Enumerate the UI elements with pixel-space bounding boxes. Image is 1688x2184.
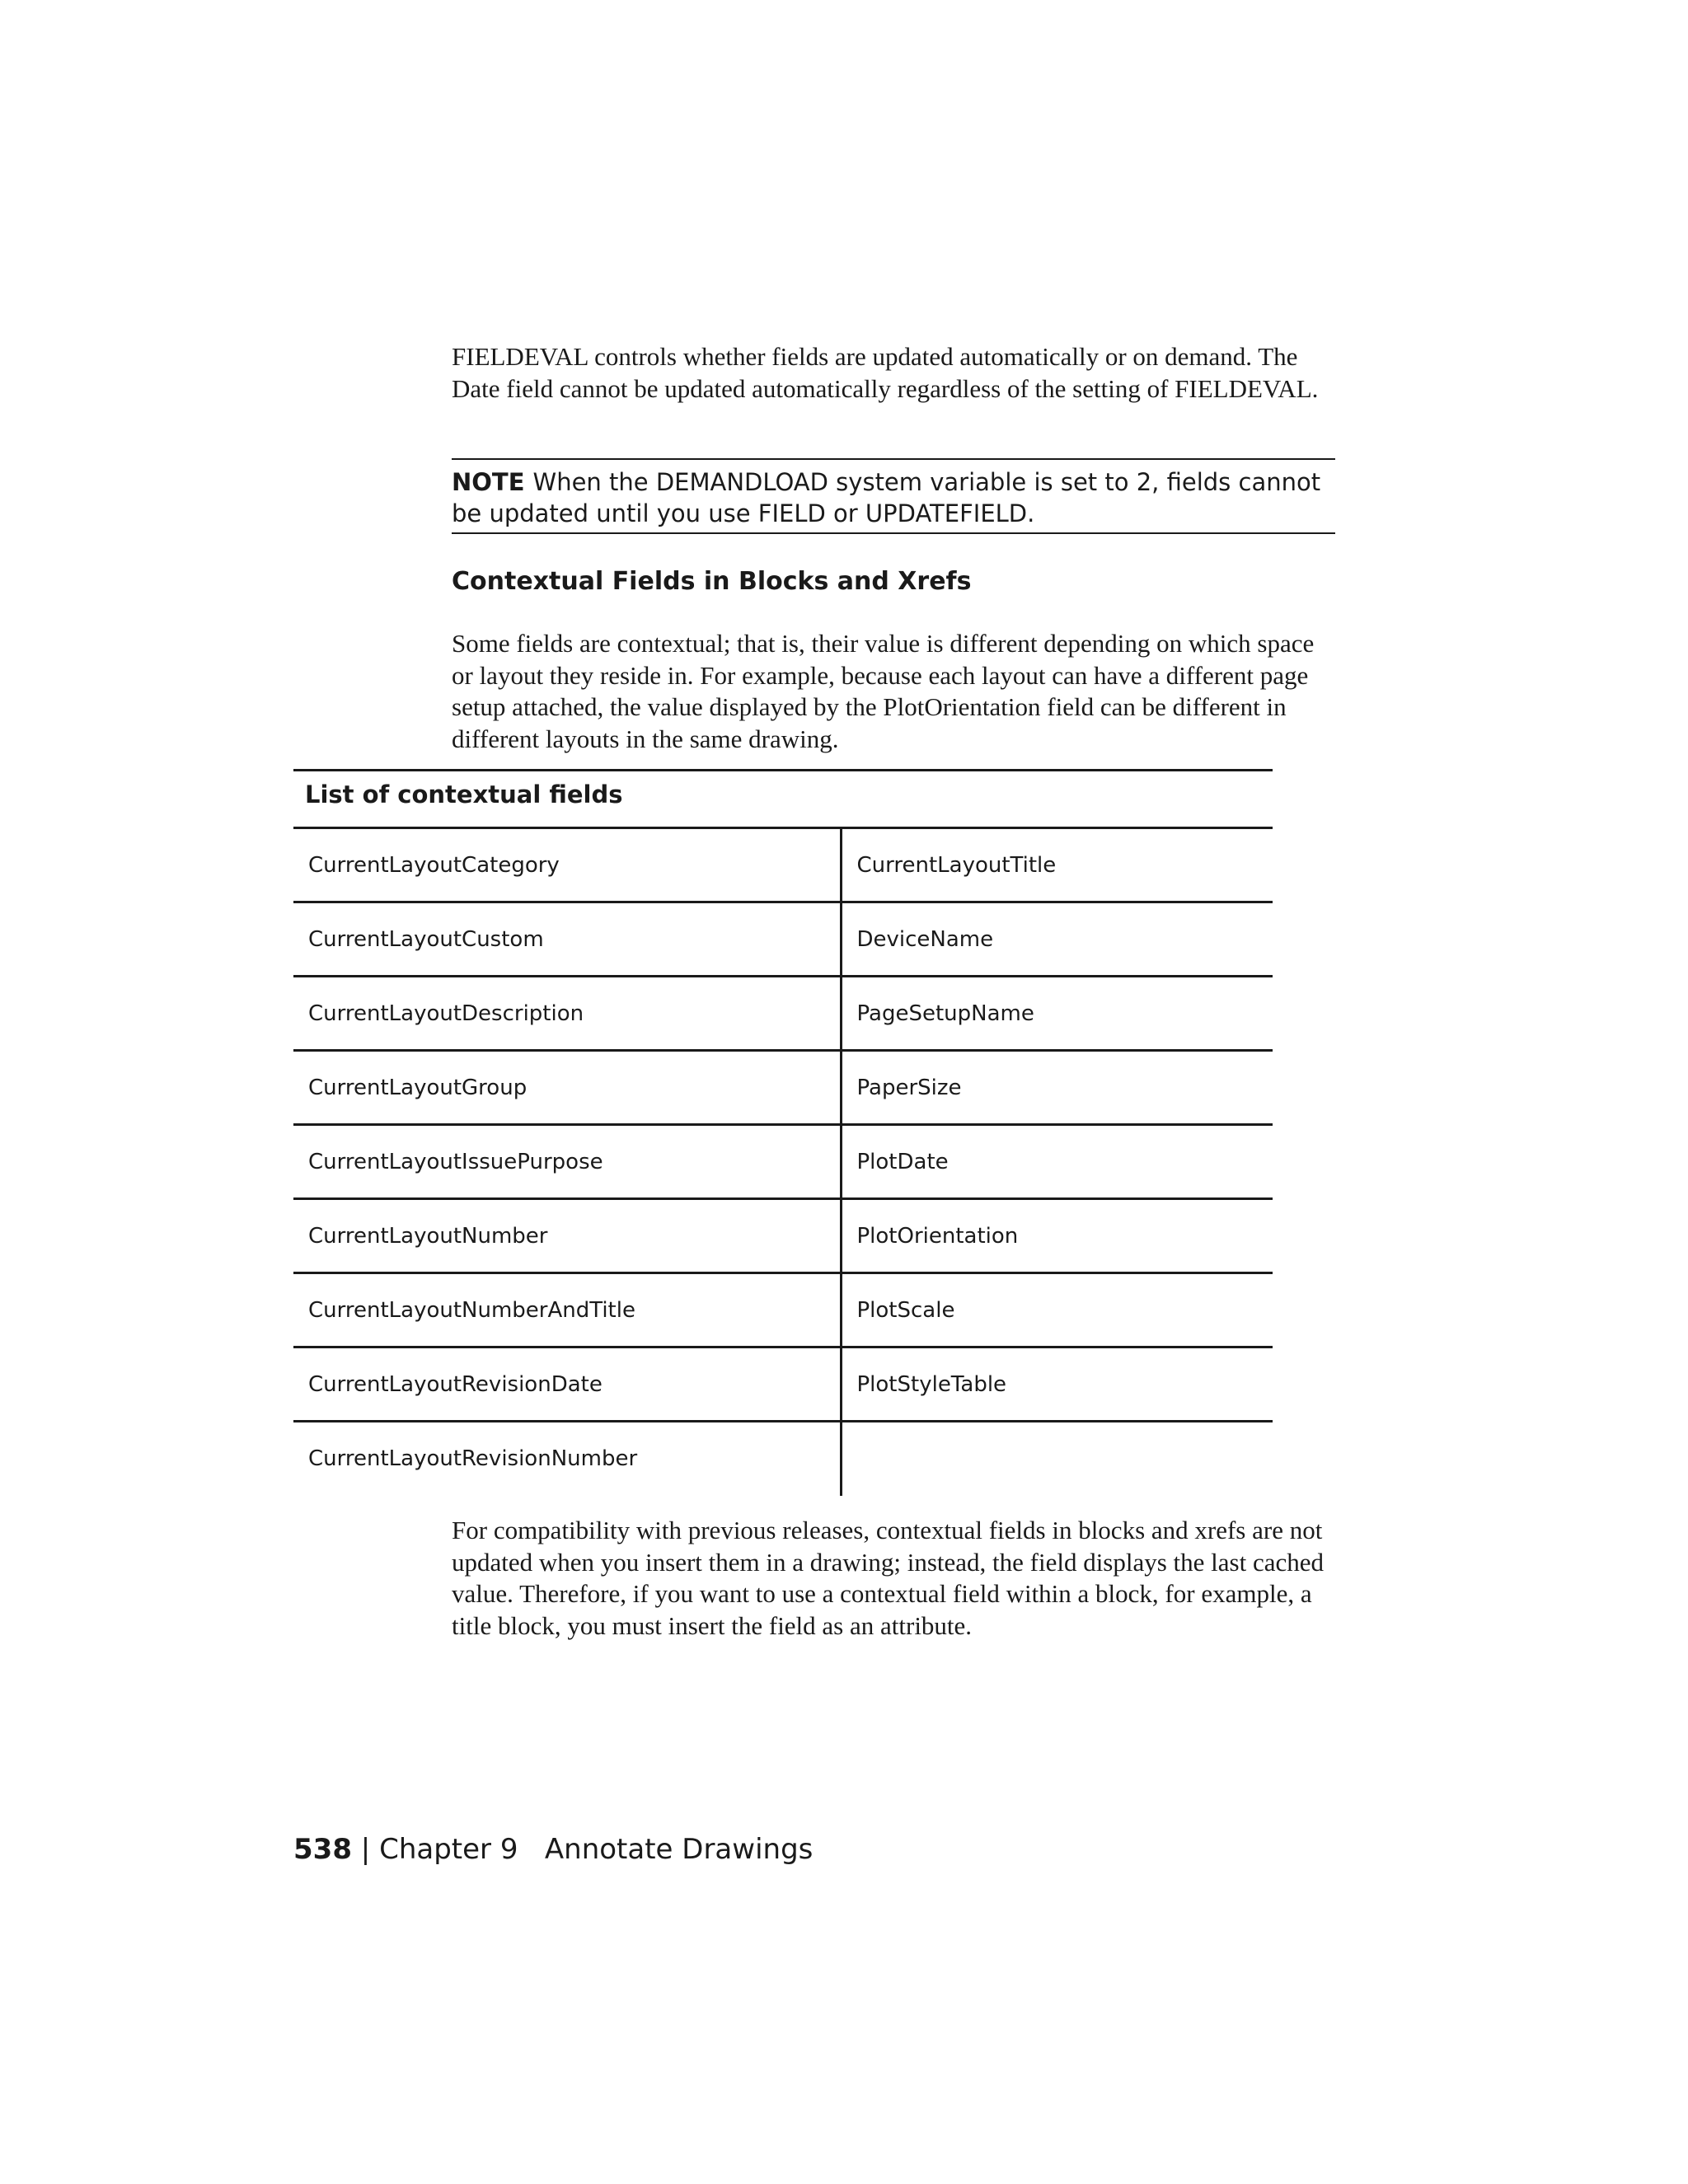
table-cell: CurrentLayoutCategory — [293, 828, 841, 902]
table-cell: CurrentLayoutTitle — [841, 828, 1273, 902]
contextual-paragraph: Some fields are contextual; that is, their value is different depending on which space or layout they reside in. For example, because each layout can have a different page setup attached, the value displayed by the PlotOrientation field can be different in different layouts in the same drawing. — [452, 629, 1315, 753]
table-cell: PlotDate — [841, 1125, 1273, 1199]
table-cell: PlotScale — [841, 1273, 1273, 1347]
table-cell: CurrentLayoutRevisionNumber — [293, 1422, 841, 1496]
section-heading: Contextual Fields in Blocks and Xrefs — [452, 567, 972, 596]
contextual-fields-table — [293, 769, 1273, 1496]
table-row — [293, 1051, 1273, 1125]
page-number: 538 — [293, 1833, 352, 1866]
table-cell: CurrentLayoutIssuePurpose — [293, 1125, 841, 1199]
footer-separator: | — [360, 1833, 371, 1866]
table-cell: CurrentLayoutGroup — [293, 1051, 841, 1125]
table-cell: CurrentLayoutCustom — [293, 902, 841, 977]
page-footer — [293, 1831, 813, 1868]
table-row — [293, 1199, 1273, 1273]
table-row — [293, 1125, 1273, 1199]
compatibility-paragraph: For compatibility with previous releases, contextual fields in blocks and xrefs are not updated when you insert them in a drawing; instead, the field displays the last cached value. Therefore, if you want to use a contextual field within a block, for example, a title block, you must insert the field as an attribute. — [452, 1516, 1325, 1640]
table-caption: List of contextual fields — [293, 769, 1273, 827]
table-cell: CurrentLayoutRevisionDate — [293, 1347, 841, 1422]
table-cell: PlotOrientation — [841, 1199, 1273, 1273]
table-cell — [841, 1422, 1273, 1496]
table-cell: CurrentLayoutDescription — [293, 977, 841, 1051]
table-row — [293, 902, 1273, 977]
chapter-title: Annotate Drawings — [544, 1833, 814, 1866]
table-row — [293, 1273, 1273, 1347]
table-cell: PlotStyleTable — [841, 1347, 1273, 1422]
chapter-label: Chapter 9 — [379, 1833, 518, 1866]
table-row — [293, 1347, 1273, 1422]
table-cell: PaperSize — [841, 1051, 1273, 1125]
table-row — [293, 1422, 1273, 1496]
note-box — [452, 458, 1335, 534]
note-label: NOTE — [452, 468, 525, 496]
table-cell: CurrentLayoutNumber — [293, 1199, 841, 1273]
table-row — [293, 977, 1273, 1051]
fields-grid — [293, 827, 1273, 1496]
table-cell: CurrentLayoutNumberAndTitle — [293, 1273, 841, 1347]
table-row — [293, 828, 1273, 902]
table-cell: DeviceName — [841, 902, 1273, 977]
table-cell: PageSetupName — [841, 977, 1273, 1051]
note-text: When the DEMANDLOAD system variable is set to 2, fields cannot be updated until you use FIELD or UPDATEFIELD. — [452, 468, 1321, 527]
intro-paragraph: FIELDEVAL controls whether fields are updated automatically or on demand. The Date field cannot be updated automatically regardless of the setting of FIELDEVAL. — [452, 342, 1319, 403]
